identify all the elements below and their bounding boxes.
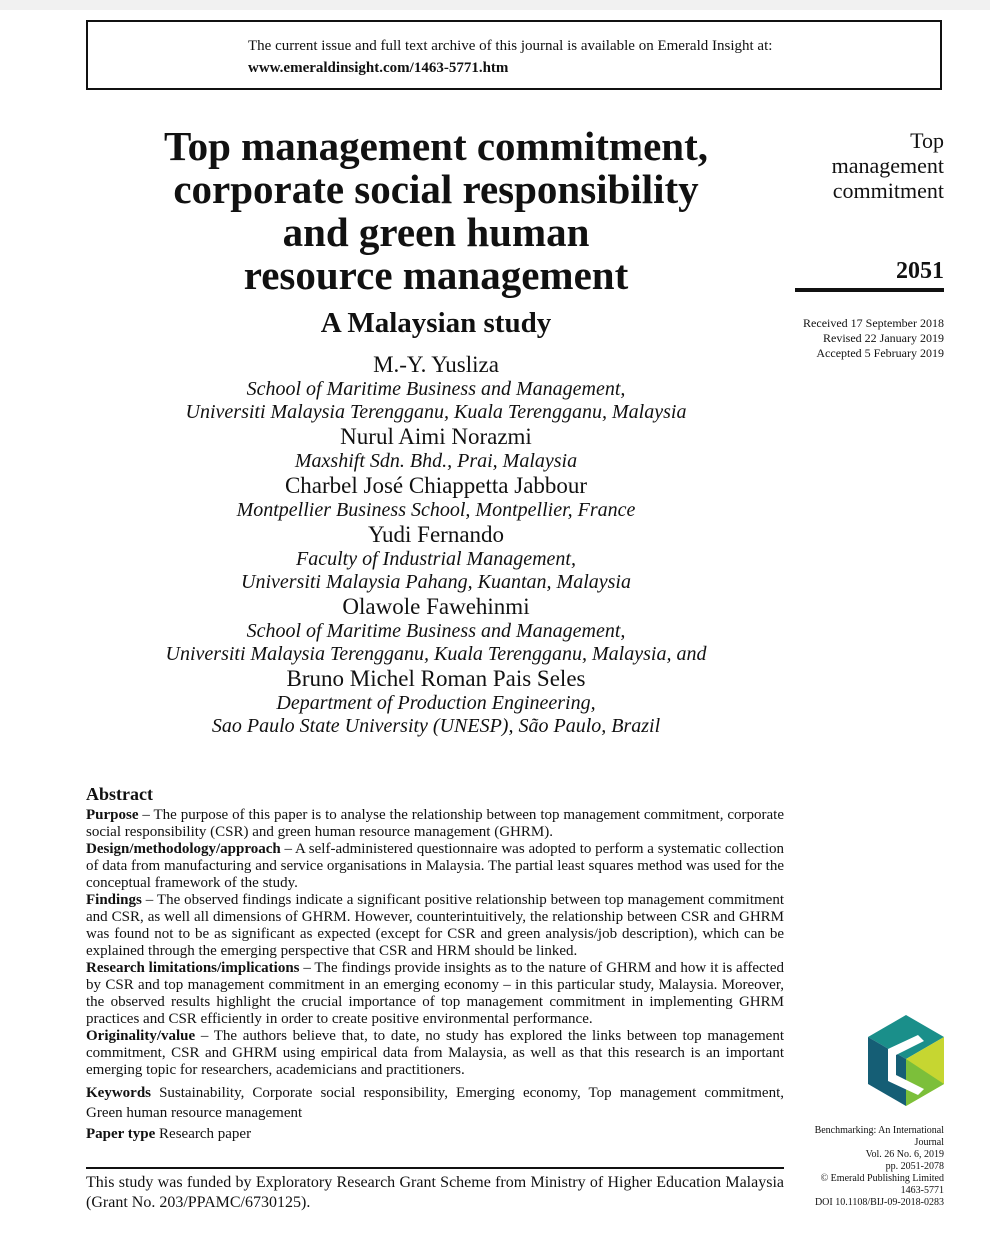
abstract-label: Design/methodology/approach (86, 841, 281, 857)
journal-info-line: © Emerald Publishing Limited (820, 1173, 944, 1184)
running-head-line: management (831, 153, 944, 178)
abstract-text: Research paper (155, 1126, 252, 1142)
title-line: and green human (282, 209, 590, 255)
author-affiliation: Montpellier Business School, Montpellier, France (236, 499, 636, 521)
journal-info-line: Benchmarking: An International (814, 1125, 944, 1136)
abstract-text: Sustainability, Corporate social responsibility, Emerging economy, Top management commitment, Green human resource management (86, 1085, 784, 1121)
page-number: 2051 (896, 258, 944, 284)
received-date: Received 17 September 2018 (803, 316, 944, 330)
author-affiliation: Faculty of Industrial Management, (296, 548, 576, 570)
footnote-rule (86, 1167, 784, 1169)
author-affiliation: Sao Paulo State University (UNESP), São Paulo, Brazil (211, 715, 661, 737)
author-affiliation: School of Maritime Business and Management, (246, 378, 626, 400)
author-affiliation: Universiti Malaysia Terengganu, Kuala Terengganu, Malaysia, and (165, 643, 707, 665)
abstract-text: – The observed findings indicate a significant positive relationship between top management commitment and CSR, as well all dimensions of GHRM. However, counterintuitively, the relationship between CSR and GHRM was found not to be as significant as expected (except for CSR and green analysis/job description), which can be explained through the emerging perspective that CSR and HRM should be linked. (86, 892, 784, 959)
page-number-rule (795, 288, 944, 292)
article-title (86, 125, 786, 297)
banner-text: The current issue and full text archive of this journal is available on Emerald Insight at: (248, 38, 773, 54)
journal-doi[interactable]: DOI 10.1108/BIJ-09-2018-0283 (814, 1197, 944, 1208)
abstract-text: – The findings provide insights as to the nature of GHRM and how it is affected by CSR and top management commitment in an emerging economy – in this particular study, Malaysia. Moreover, the observed results highlight the crucial importance of top management commitment in implementing GHRM practices and CSR efficiently in order to create positive environmental performance. (86, 960, 785, 1027)
abstract-paper-type (86, 1126, 784, 1143)
page-top-strip (0, 0, 990, 10)
title-line: resource management (243, 252, 629, 298)
emerald-banner (86, 20, 942, 90)
author-affiliation: School of Maritime Business and Management, (246, 620, 626, 642)
article-dates (803, 316, 944, 361)
author-name: Yudi Fernando (367, 522, 505, 547)
author-affiliation: Maxshift Sdn. Bhd., Prai, Malaysia (294, 450, 578, 472)
running-head-line: commitment (832, 178, 944, 203)
abstract-section (86, 786, 784, 1143)
abstract-label: Originality/value (86, 1028, 196, 1044)
author-affiliation: Department of Production Engineering, (276, 692, 596, 714)
author-list (86, 352, 786, 738)
journal-info-line: 1463-5771 (900, 1185, 944, 1196)
abstract-heading: Abstract (86, 784, 153, 804)
abstract-label: Keywords (86, 1085, 151, 1101)
author-affiliation: Universiti Malaysia Terengganu, Kuala Terengganu, Malaysia (185, 401, 687, 423)
abstract-label: Findings (86, 892, 142, 908)
journal-info-line: pp. 2051-2078 (885, 1161, 944, 1172)
journal-info (784, 1125, 944, 1209)
abstract-label: Research limitations/implications (86, 960, 300, 976)
author-name: Nurul Aimi Norazmi (340, 424, 532, 449)
title-line: corporate social responsibility (173, 166, 699, 212)
revised-date: Revised 22 January 2019 (823, 331, 944, 345)
abstract-originality (86, 1028, 784, 1079)
title-line: Top management commitment, (164, 123, 708, 169)
funding-note: This study was funded by Exploratory Research Grant Scheme from Ministry of Higher Education Malaysia (Grant No. 203/PPAMC/6730125). (86, 1174, 784, 1211)
abstract-findings (86, 892, 784, 960)
running-head-line: Top (910, 128, 944, 153)
author-name: M.-Y. Yusliza (373, 352, 499, 377)
running-head (764, 128, 944, 203)
abstract-text: – The authors believe that, to date, no study has explored the links between top management commitment, CSR and GHRM using empirical data from Malaysia, as well as that this research is an important emerging topic for researchers, academicians and practitioners. (86, 1028, 784, 1078)
abstract-label: Purpose (86, 807, 139, 823)
abstract-limitations (86, 960, 784, 1028)
author-affiliation: Universiti Malaysia Pahang, Kuantan, Malaysia (241, 571, 631, 593)
abstract-design (86, 841, 784, 892)
author-name: Charbel José Chiappetta Jabbour (284, 473, 588, 498)
banner-url-link[interactable]: www.emeraldinsight.com/1463-5771.htm (248, 60, 509, 76)
abstract-purpose (86, 807, 784, 841)
journal-info-line: Journal (914, 1137, 944, 1148)
abstract-text: – A self-administered questionnaire was adopted to perform a systematic collection of data from manufacturing and service organisations in Malaysia. The partial least squares method was used for the conceptual framework of the study. (86, 841, 784, 891)
abstract-keywords (86, 1083, 784, 1123)
journal-info-line: Vol. 26 No. 6, 2019 (865, 1149, 944, 1160)
accepted-date: Accepted 5 February 2019 (816, 346, 944, 360)
article-subtitle: A Malaysian study (320, 307, 552, 339)
abstract-label: Paper type (86, 1126, 156, 1142)
author-name: Olawole Fawehinmi (342, 594, 530, 619)
abstract-text: – The purpose of this paper is to analyse the relationship between top management commitment, corporate social responsibility (CSR) and green human resource management (GHRM). (86, 807, 784, 840)
emerald-logo-icon (866, 1013, 946, 1108)
author-name: Bruno Michel Roman Pais Seles (286, 666, 586, 691)
